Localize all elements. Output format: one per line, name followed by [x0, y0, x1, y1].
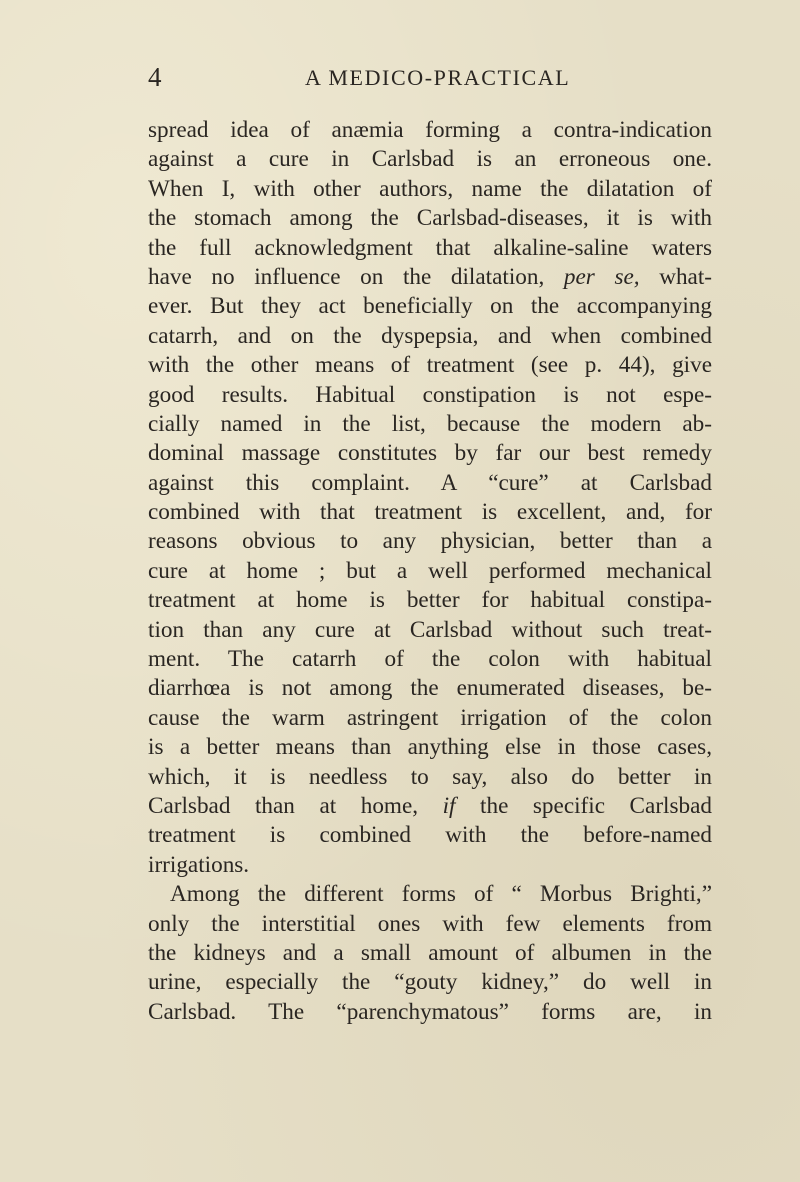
text-line: When I, with other authors, name the dilatation of: [148, 175, 712, 202]
text-line: cause the warm astringent irrigation of the colon: [148, 704, 712, 731]
text-line: reasons obvious to any physician, better than a: [148, 528, 712, 555]
text-line: tion than any cure at Carlsbad without such treat-: [148, 616, 712, 643]
text-line: ment. The catarrh of the colon with habitual: [148, 646, 712, 673]
paragraph-start-line: Among the different forms of “ Morbus Brighti,”: [170, 881, 712, 908]
page-number: 4: [148, 62, 162, 92]
text-line: ever. But they act beneficially on the accompanying: [148, 293, 712, 320]
text-line: against this complaint. A “cure” at Carlsbad: [148, 469, 712, 496]
text-line: treatment at home is better for habitual constipa-: [148, 587, 712, 614]
text-run: the specific Carlsbad: [455, 792, 712, 819]
text-line: is a better means than anything else in those cases,: [148, 734, 712, 761]
text-line: treatment is combined with the before-named: [148, 822, 712, 849]
text-line: the kidneys and a small amount of albumen in the: [148, 939, 712, 966]
text-line: [148, 792, 712, 821]
text-line: cure at home ; but a well performed mechanical: [148, 557, 712, 584]
text-line: [148, 263, 712, 292]
text-line: cially named in the list, because the modern ab-: [148, 410, 712, 437]
text-line: dominal massage constitutes by far our best remedy: [148, 440, 712, 467]
text-run: Carlsbad than at home,: [148, 792, 443, 819]
text-line: catarrh, and on the dyspepsia, and when combined: [148, 322, 712, 349]
body-text: [148, 116, 712, 1027]
text-run: what-: [639, 263, 712, 290]
running-head-title: A MEDICO-PRACTICAL: [305, 65, 571, 90]
text-run: have no influence on the dilatation,: [148, 263, 564, 290]
text-line: urine, especially the “gouty kidney,” do well in: [148, 969, 712, 996]
text-line: with the other means of treatment (see p. 44), give: [148, 352, 712, 379]
text-line: the stomach among the Carlsbad-diseases, it is with: [148, 205, 712, 232]
text-line: good results. Habitual constipation is not espe-: [148, 381, 712, 408]
paragraph-end-line: irrigations.: [148, 851, 250, 878]
text-line: the full acknowledgment that alkaline-saline waters: [148, 234, 712, 261]
text-line: Carlsbad. The “parenchymatous” forms are, in: [148, 998, 712, 1025]
text-line: which, it is needless to say, also do better in: [148, 763, 712, 790]
text-line: combined with that treatment is excellent, and, for: [148, 499, 712, 526]
italic-term-if: if: [442, 792, 456, 819]
text-line: only the interstitial ones with few elements from: [148, 910, 712, 937]
running-head: [148, 62, 712, 92]
italic-term-per-se: per se,: [563, 263, 640, 290]
text-line: against a cure in Carlsbad is an erroneous one.: [148, 146, 712, 173]
text-line: spread idea of anæmia forming a contra-indication: [148, 117, 712, 143]
text-line: diarrhœa is not among the enumerated diseases, be-: [148, 675, 712, 702]
